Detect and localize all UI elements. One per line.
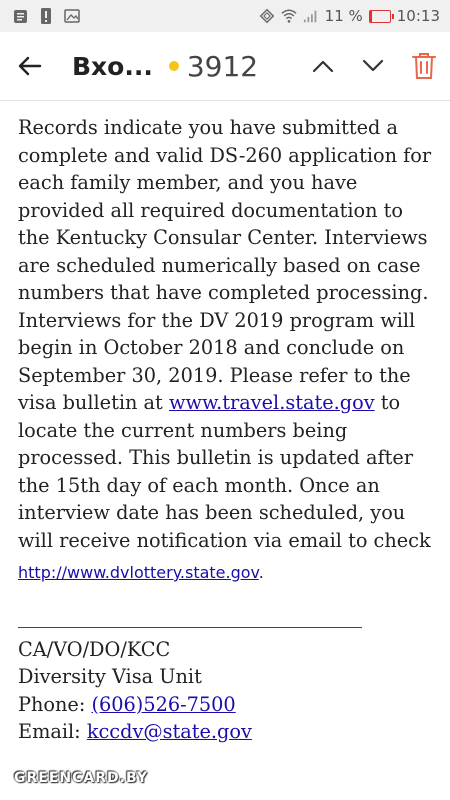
dvlottery-link[interactable]: http://www.dvlottery.state.gov	[18, 563, 259, 582]
trash-icon	[411, 51, 437, 81]
battery-fill	[370, 11, 372, 22]
signature-block	[18, 636, 438, 746]
dvlottery-line	[18, 558, 438, 587]
status-time: 10:13	[396, 7, 440, 25]
chevron-down-icon	[362, 59, 384, 73]
next-message-button[interactable]	[348, 32, 398, 100]
message-paragraph	[18, 114, 438, 554]
signature-divider	[18, 627, 362, 628]
phone-link[interactable]: (606)526-7500	[91, 692, 236, 716]
back-button[interactable]	[0, 32, 60, 100]
unread-count: 3912	[186, 49, 259, 83]
message-toolbar	[0, 32, 450, 101]
signal-icon	[303, 8, 319, 24]
travel-state-link[interactable]: www.travel.state.gov	[168, 391, 375, 414]
email-link[interactable]: kccdv@state.gov	[86, 720, 252, 743]
status-bar-left	[0, 8, 80, 24]
signature-office-code: CA/VO/DO/KCC	[18, 637, 171, 661]
previous-message-button[interactable]	[298, 32, 348, 100]
message-body	[18, 114, 438, 746]
status-bar-right	[259, 7, 450, 25]
dvlottery-link-suffix: .	[258, 563, 264, 582]
arrow-left-icon	[18, 56, 42, 76]
alert-icon	[38, 8, 54, 24]
watermark: GREENCARD.BY	[14, 770, 148, 786]
signature-unit: Diversity Visa Unit	[18, 665, 202, 688]
delete-button[interactable]	[398, 32, 450, 100]
message-text-before-link: Records indicate you have submitted a complete and valid DS-260 application for each family member, and you have provided all required documentation to the Kentucky Consular Center. Interviews are scheduled numerically based on case numbers that have completed processing. Interviews for the DV 2019 program will begin in October 2018 and conclude on September 30, 2019. Please refer to the visa bulletin at	[18, 116, 432, 414]
image-icon	[64, 8, 80, 24]
rotate-icon	[259, 8, 275, 24]
chevron-up-icon	[312, 59, 334, 73]
message-text-after-link: to locate the current numbers being processed. This bulletin is updated after the 15th day of each month. Once an interview date has been scheduled, you will receive notification via email to check	[18, 391, 431, 552]
battery-percent: 11 %	[324, 7, 363, 25]
signature-email-line	[18, 718, 438, 746]
signature-phone-line	[18, 691, 438, 719]
notification-icon	[12, 8, 28, 24]
wifi-icon	[281, 8, 297, 24]
status-bar	[0, 0, 450, 32]
battery-icon	[369, 10, 391, 23]
phone-label: Phone:	[18, 692, 86, 716]
unread-indicator-dot	[169, 61, 179, 71]
folder-title[interactable]: Вхо...	[72, 51, 153, 81]
email-label: Email:	[18, 720, 81, 743]
